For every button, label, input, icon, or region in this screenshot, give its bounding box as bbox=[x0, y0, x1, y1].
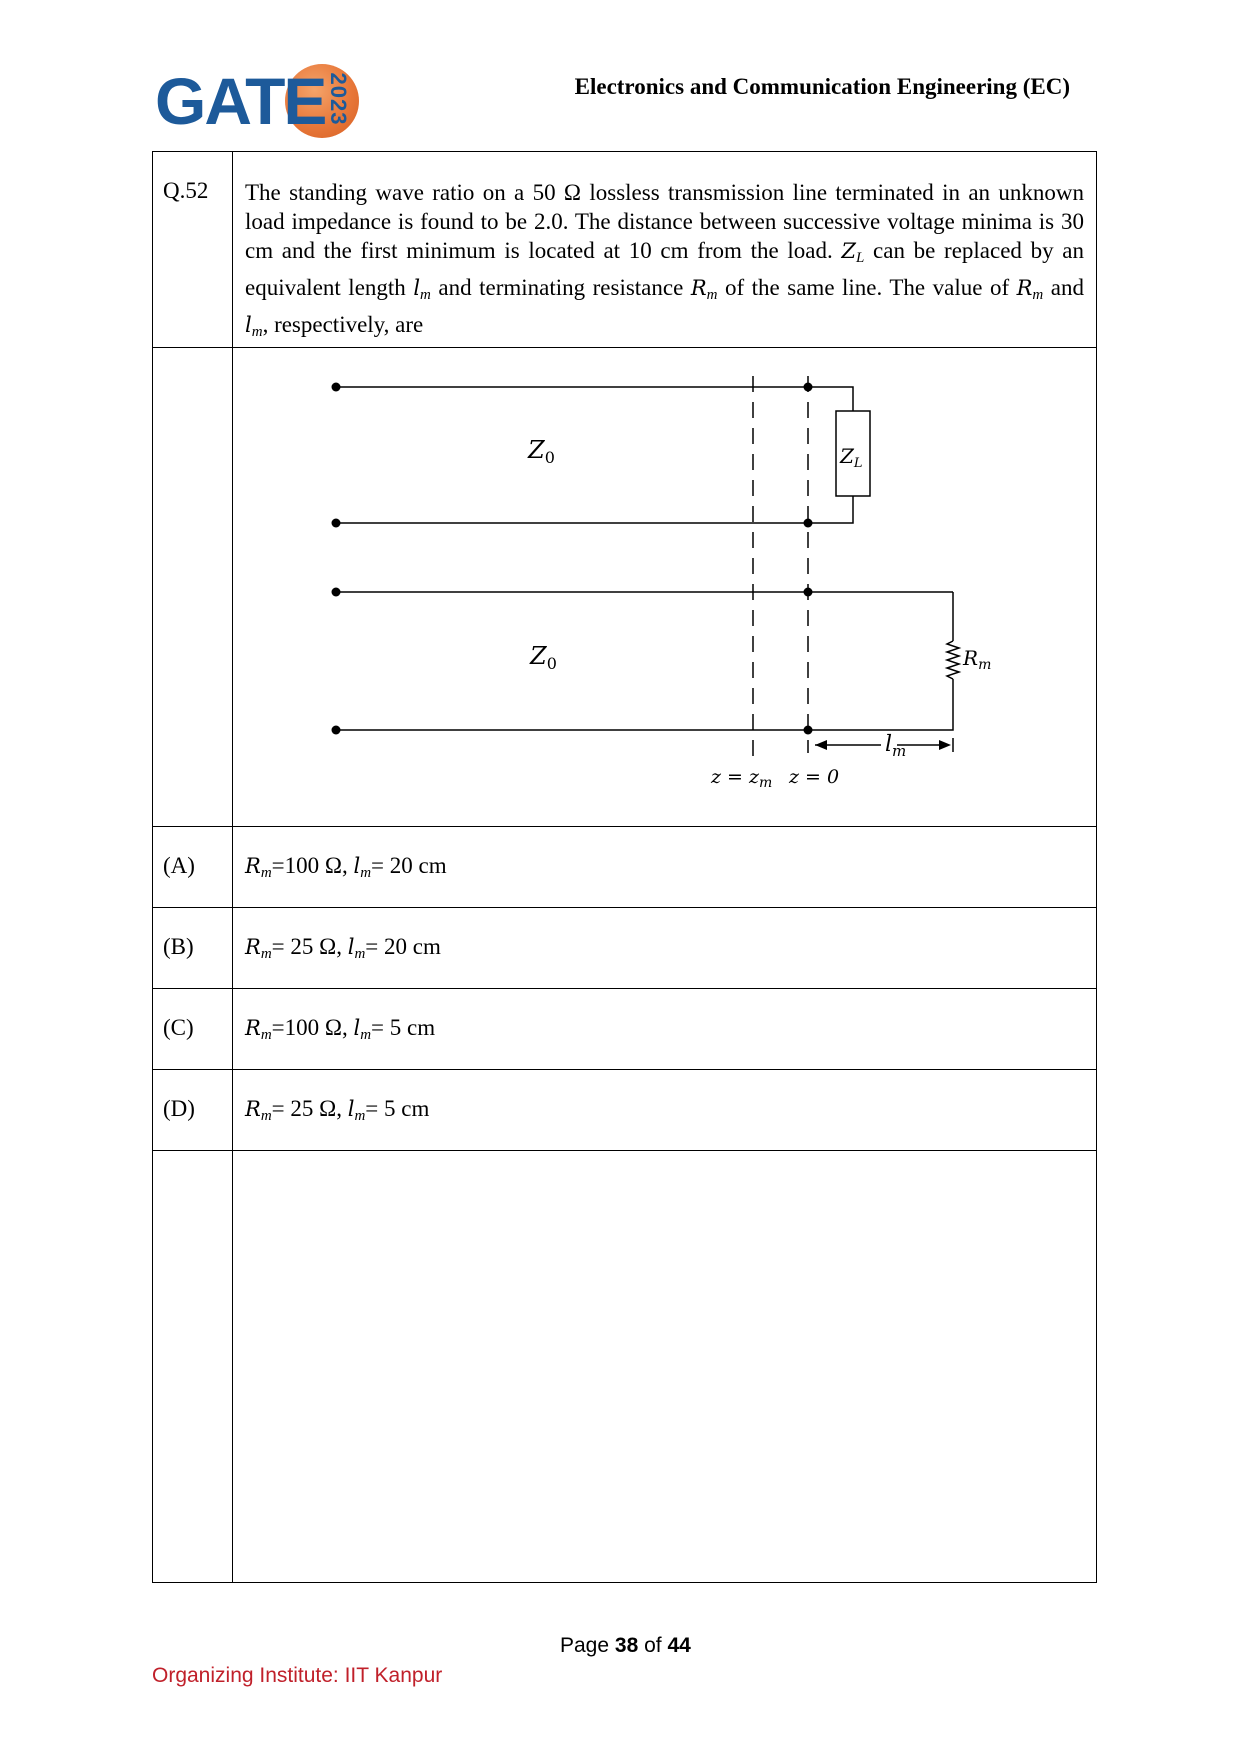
option-b-row[interactable] bbox=[153, 908, 1097, 989]
gate-logo bbox=[155, 60, 355, 142]
option-d-row[interactable] bbox=[153, 1070, 1097, 1151]
page-number: Page 38 of 44 bbox=[560, 1634, 691, 1657]
paper-title: Electronics and Communication Engineering (EC) bbox=[574, 74, 1070, 99]
organizing-institute: Organizing Institute: IIT Kanpur bbox=[152, 1664, 443, 1687]
junction-dot bbox=[804, 383, 813, 392]
arrow-left-icon bbox=[815, 740, 827, 750]
z0-lower-label: $Z_0$ bbox=[530, 642, 557, 673]
option-a-row[interactable] bbox=[153, 827, 1097, 908]
question-number: Q.52 bbox=[153, 152, 233, 348]
option-letter: (D) bbox=[153, 1070, 233, 1151]
rm-label: $R_m$ bbox=[963, 646, 992, 673]
zl-label: $Z_L$ bbox=[840, 444, 863, 471]
arrow-right-icon bbox=[939, 740, 951, 750]
logo-year: 2023 bbox=[326, 72, 351, 126]
junction-dot bbox=[804, 519, 813, 528]
figure-row bbox=[153, 348, 1097, 827]
option-letter: (C) bbox=[153, 989, 233, 1070]
junction-dot bbox=[804, 588, 813, 597]
option-letter: (A) bbox=[153, 827, 233, 908]
circuit-figure-cell bbox=[233, 348, 1097, 827]
option-a-text[interactable]: $R_m=100$ Ω, $l_m= 20$ cm bbox=[233, 827, 1097, 908]
option-letter: (B) bbox=[153, 908, 233, 989]
zm-position-label: $z = z_m$ bbox=[711, 766, 773, 791]
option-c-text[interactable]: $R_m=100$ Ω, $l_m= 5$ cm bbox=[233, 989, 1097, 1070]
terminal-dot bbox=[332, 519, 341, 528]
junction-dot bbox=[804, 726, 813, 735]
option-b-text[interactable]: $R_m= 25$ Ω, $l_m= 20$ cm bbox=[233, 908, 1097, 989]
question-stem-row bbox=[153, 152, 1097, 348]
terminal-dot bbox=[332, 383, 341, 392]
question-stem: The standing wave ratio on a 50 Ω lossless transmission line terminated in an unknown load impedance is found to be 2.0. The distance between successive voltage minima is 30 cm and the first minimum is located at 10 cm from the load. $Z_L$ can be replaced by an equivalent length $l_m$ and terminating resistance $R_m$ of the same line. The value of $R_m$ and $l_m$, respectively, are bbox=[233, 152, 1097, 348]
z0-upper-label: $Z_0$ bbox=[528, 436, 555, 467]
resistor-rm bbox=[947, 641, 959, 679]
question-table bbox=[152, 151, 1097, 1583]
terminal-dot bbox=[332, 726, 341, 735]
option-d-text[interactable]: $R_m= 25$ Ω, $l_m= 5$ cm bbox=[233, 1070, 1097, 1151]
logo-text: GATE bbox=[155, 64, 326, 138]
option-c-row[interactable] bbox=[153, 989, 1097, 1070]
z0-position-label: z = 0 bbox=[789, 766, 840, 788]
lm-label: $l_m$ bbox=[885, 732, 907, 760]
terminal-dot bbox=[332, 588, 341, 597]
blank-answer-area bbox=[153, 1151, 1097, 1583]
circuit-diagram bbox=[233, 348, 1093, 826]
